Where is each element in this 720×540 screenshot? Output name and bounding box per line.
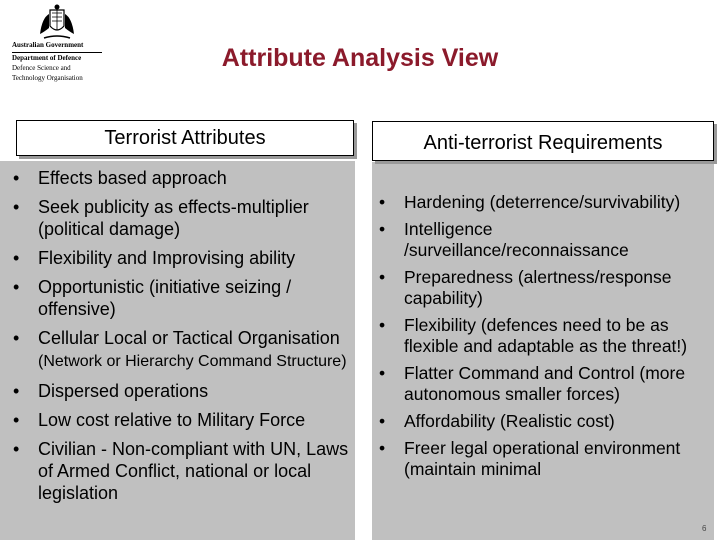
list-item: • Dispersed operations xyxy=(0,380,355,402)
list-item: • Hardening (deterrence/survivability) xyxy=(372,192,714,213)
list-item xyxy=(0,327,355,373)
logo-divider xyxy=(12,52,102,53)
logo-dsto-line1: Defence Science and xyxy=(12,64,71,72)
anti-terrorist-requirements-list xyxy=(372,192,714,486)
right-header: Anti-terrorist Requirements xyxy=(372,121,714,161)
coat-of-arms-icon xyxy=(36,4,78,42)
logo-department: Department of Defence xyxy=(12,54,82,62)
list-item: • Intelligence /surveillance/reconnaissance xyxy=(372,219,714,261)
logo-dsto-line2: Technology Organisation xyxy=(12,74,83,82)
list-item: • Preparedness (alertness/response capability) xyxy=(372,267,714,309)
list-item: • Freer legal operational environment (maintain minimal xyxy=(372,438,714,480)
left-header: Terrorist Attributes xyxy=(16,120,354,156)
list-item: • Flexibility (defences need to be as flexible and adaptable as the threat!) xyxy=(372,315,714,357)
list-item: • Opportunistic (initiative seizing / offensive) xyxy=(0,276,355,320)
terrorist-attributes-list xyxy=(0,167,355,511)
page-number: 6 xyxy=(702,524,707,533)
list-item: • Affordability (Realistic cost) xyxy=(372,411,714,432)
list-item: • Civilian - Non-compliant with UN, Laws of Armed Conflict, national or local legislation xyxy=(0,438,355,504)
list-item: • Effects based approach xyxy=(0,167,355,189)
list-item: • Seek publicity as effects-multiplier (political damage) xyxy=(0,196,355,240)
list-item: • Low cost relative to Military Force xyxy=(0,409,355,431)
list-item-note: (Network or Hierarchy Command Structure) xyxy=(38,353,347,370)
list-item: • Flexibility and Improvising ability xyxy=(0,247,355,269)
list-item: • Flatter Command and Control (more autonomous smaller forces) xyxy=(372,363,714,405)
logo xyxy=(8,4,108,90)
logo-government: Australian Government xyxy=(12,41,84,49)
list-item-text: Cellular Local or Tactical Organisation xyxy=(38,328,340,348)
slide-title: Attribute Analysis View xyxy=(221,44,499,72)
